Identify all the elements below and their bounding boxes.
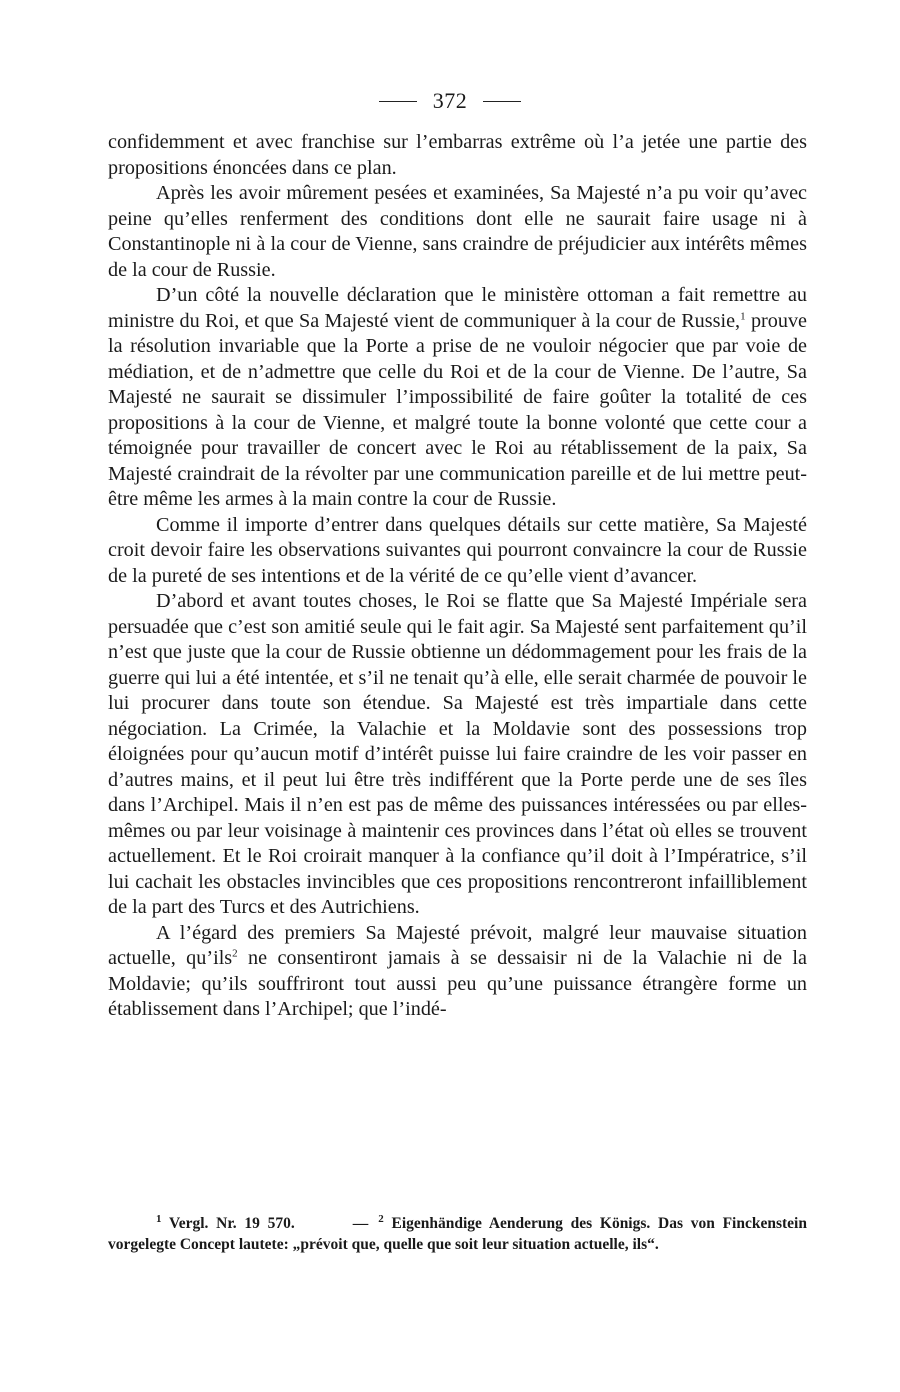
footnote-ref-2: 2 [232,947,238,960]
paragraph-4: Comme il importe d’entrer dans quelques détails sur cette matière, Sa Majesté croit devoir faire les observations suivantes qui pourront convaincre la cour de Russie de la pureté de ses intentions et de la vérité de ce qu’elle vient d’avancer. [108,513,807,587]
footnote-1: Vergl. Nr. 19 570. [168,1215,295,1232]
footnote-line [108,1213,807,1255]
footnote-mark-1: 1 [156,1212,162,1225]
footnotes [108,1213,807,1255]
paragraph-1: confidemment et avec franchise sur l’embarras extrême où l’a jetée une partie des propositions énoncées dans ce plan. [108,131,807,179]
paragraph-5: D’abord et avant toutes choses, le Roi se flatte que Sa Majesté Impériale sera persuadée que c’est son amitié seule qui le fait agir. Sa Majesté sent parfaitement qu’il n’est que juste que la cour de Russie obtienne un dédommagement pour les frais de la guerre qui lui a été intentée, et s’il ne tenait qu’à elle, elle serait charmée de pouvoir le lui procurer dans toute son étendue. Sa Majesté est très impartiale dans cette négociation. La Crimée, la Valachie et la Moldavie sont des possessions trop éloignées pour qu’aucun motif d’intérêt puisse lui faire craindre de les voir passer en d’autres mains, et il peut lui être très indifférent que la Porte perde une de ses îles dans l’Archipel. Mais il n’en est pas de même des puissances intéressées ou par elles-mêmes ou par leur voisinage à maintenir ces provinces dans l’état où elles se trouvent actuellement. Et le Roi croirait manquer à la confiance qu’il doit à l’Impératrice, s’il lui cachait les obstacles invincibles que ces propositions rencontreront infailliblement de la part des Turcs et des Autrichiens. [108,590,807,918]
footnote-2: Eigenhändige Aenderung des Königs. Das von Finckenstein vorgelegte Concept lautete: „prévoit que, quelle que soit leur situation actuelle, ils“. [108,1215,807,1253]
paragraph-6-part-2: ne consentiront jamais à se dessaisir ni de la Valachie ni de la Moldavie; qu’ils souffriront tout aussi peu qu’une puissance étrangère forme un établissement dans l’Archipel; que l’indé- [108,947,808,1020]
paragraph-3-part-2: prouve la résolution invariable que la Porte a prise de ne vouloir négocier que par voie de médiation, et de n’admettre que celle du Roi et de la cour de Vienne. De l’autre, Sa Majesté ne saurait se dissimuler l’impossibilité de faire goûter la totalité de ces propositions à la cour de Vienne, et malgré toute la bonne volonté que cette cour a témoignée pour travailler de concert avec le Roi au rétablissement de la paix, Sa Majesté craindrait de la révolter par une communication pareille et de lui mettre peut-être même les armes à la main contre la cour de Russie. [108,309,808,510]
paragraph-2: Après les avoir mûrement pesées et examinées, Sa Majesté n’a pu voir qu’avec peine qu’elles renferment des conditions dont elle ne saurait faire usage ni à Constantinople ni à la cour de Vienne, sans craindre de préjudicier aux intérêts mêmes de la cour de Russie. [108,182,807,281]
footnote-separator: — [352,1215,369,1232]
paragraph-6-part-1: A l’égard des premiers Sa Majesté prévoit, malgré leur mauvaise situation actuelle, qu’ils [108,921,807,969]
footnote-ref-1: 1 [740,309,746,322]
footnote-mark-2: 2 [378,1212,384,1225]
paragraph-3-part-1: D’un côté la nouvelle déclaration que le ministère ottoman a fait remettre au ministre du Roi, et que Sa Majesté vient de communiquer à la cour de Russie, [108,284,807,332]
paragraph-3 [108,283,807,513]
paragraph-6 [108,921,807,1023]
header-rule-right [483,101,521,102]
header-rule-left [379,101,417,102]
page-number: 372 [432,88,468,113]
page-header [0,86,900,116]
body-text [108,130,807,1023]
